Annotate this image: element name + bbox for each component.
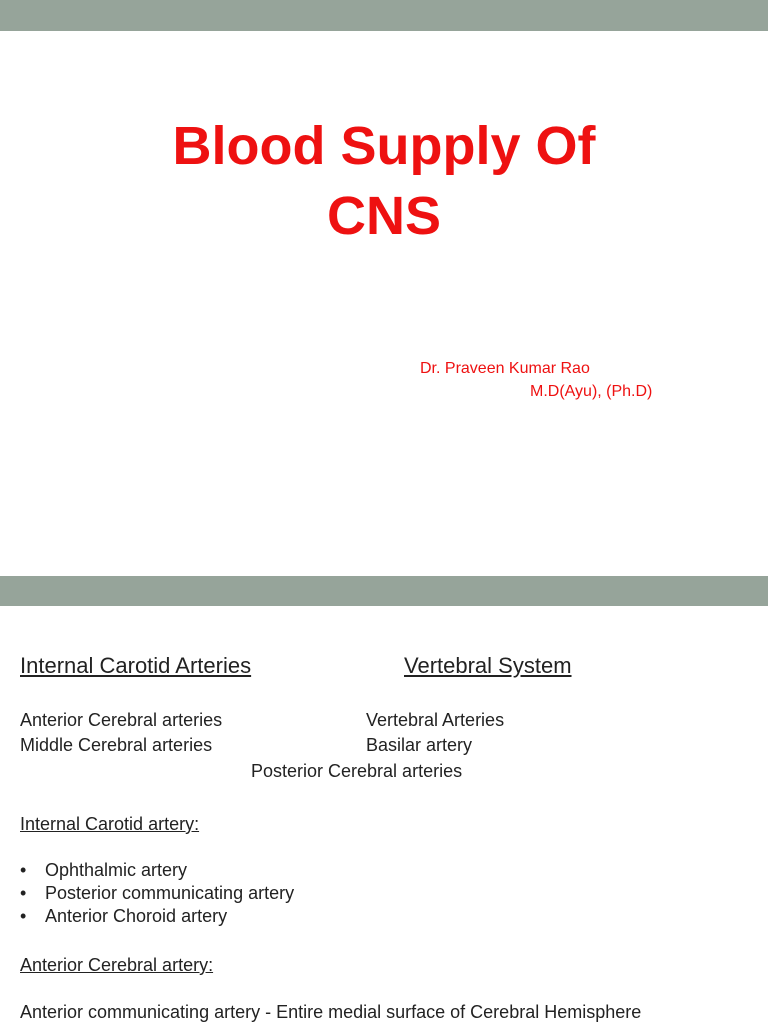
list-item: [20, 905, 294, 928]
bullet-icon: •: [20, 883, 27, 903]
section-internal-carotid-artery: Internal Carotid artery:: [20, 814, 200, 834]
author-name: Dr. Praveen Kumar Rao: [420, 360, 590, 377]
anterior-communicating-description: Anterior communicating artery - Entire medial surface of Cerebral Hemisphere: [20, 1002, 642, 1022]
title-slide: [0, 31, 768, 576]
list-item-label: Posterior communicating artery: [45, 883, 295, 903]
slide-title: [0, 111, 768, 251]
item-anterior-cerebral: Anterior Cerebral arteries: [20, 710, 223, 730]
section-anterior-cerebral-artery: Anterior Cerebral artery:: [20, 955, 214, 975]
heading-vertebral-system: Vertebral System: [404, 653, 572, 678]
item-posterior-cerebral: Posterior Cerebral arteries: [251, 761, 463, 781]
slide-title-line1: Blood Supply Of: [172, 116, 596, 176]
heading-internal-carotid: Internal Carotid Arteries: [20, 653, 252, 678]
item-basilar-artery: Basilar artery: [366, 735, 473, 755]
item-middle-cerebral: Middle Cerebral arteries: [20, 735, 213, 755]
content-slide: [0, 606, 768, 1024]
bullet-icon: •: [20, 860, 27, 880]
list-item: [20, 859, 294, 882]
slide-divider-band: [0, 576, 768, 606]
list-item-label: Anterior Choroid artery: [45, 906, 228, 926]
item-vertebral-arteries: Vertebral Arteries: [366, 710, 505, 730]
slide-title-line2: CNS: [326, 186, 441, 246]
bullet-icon: •: [20, 906, 27, 926]
top-header-band: [0, 0, 768, 31]
author-credentials: M.D(Ayu), (Ph.D): [530, 383, 653, 400]
list-item-label: Ophthalmic artery: [45, 860, 188, 880]
internal-carotid-branch-list: [20, 859, 294, 928]
list-item: [20, 882, 294, 905]
